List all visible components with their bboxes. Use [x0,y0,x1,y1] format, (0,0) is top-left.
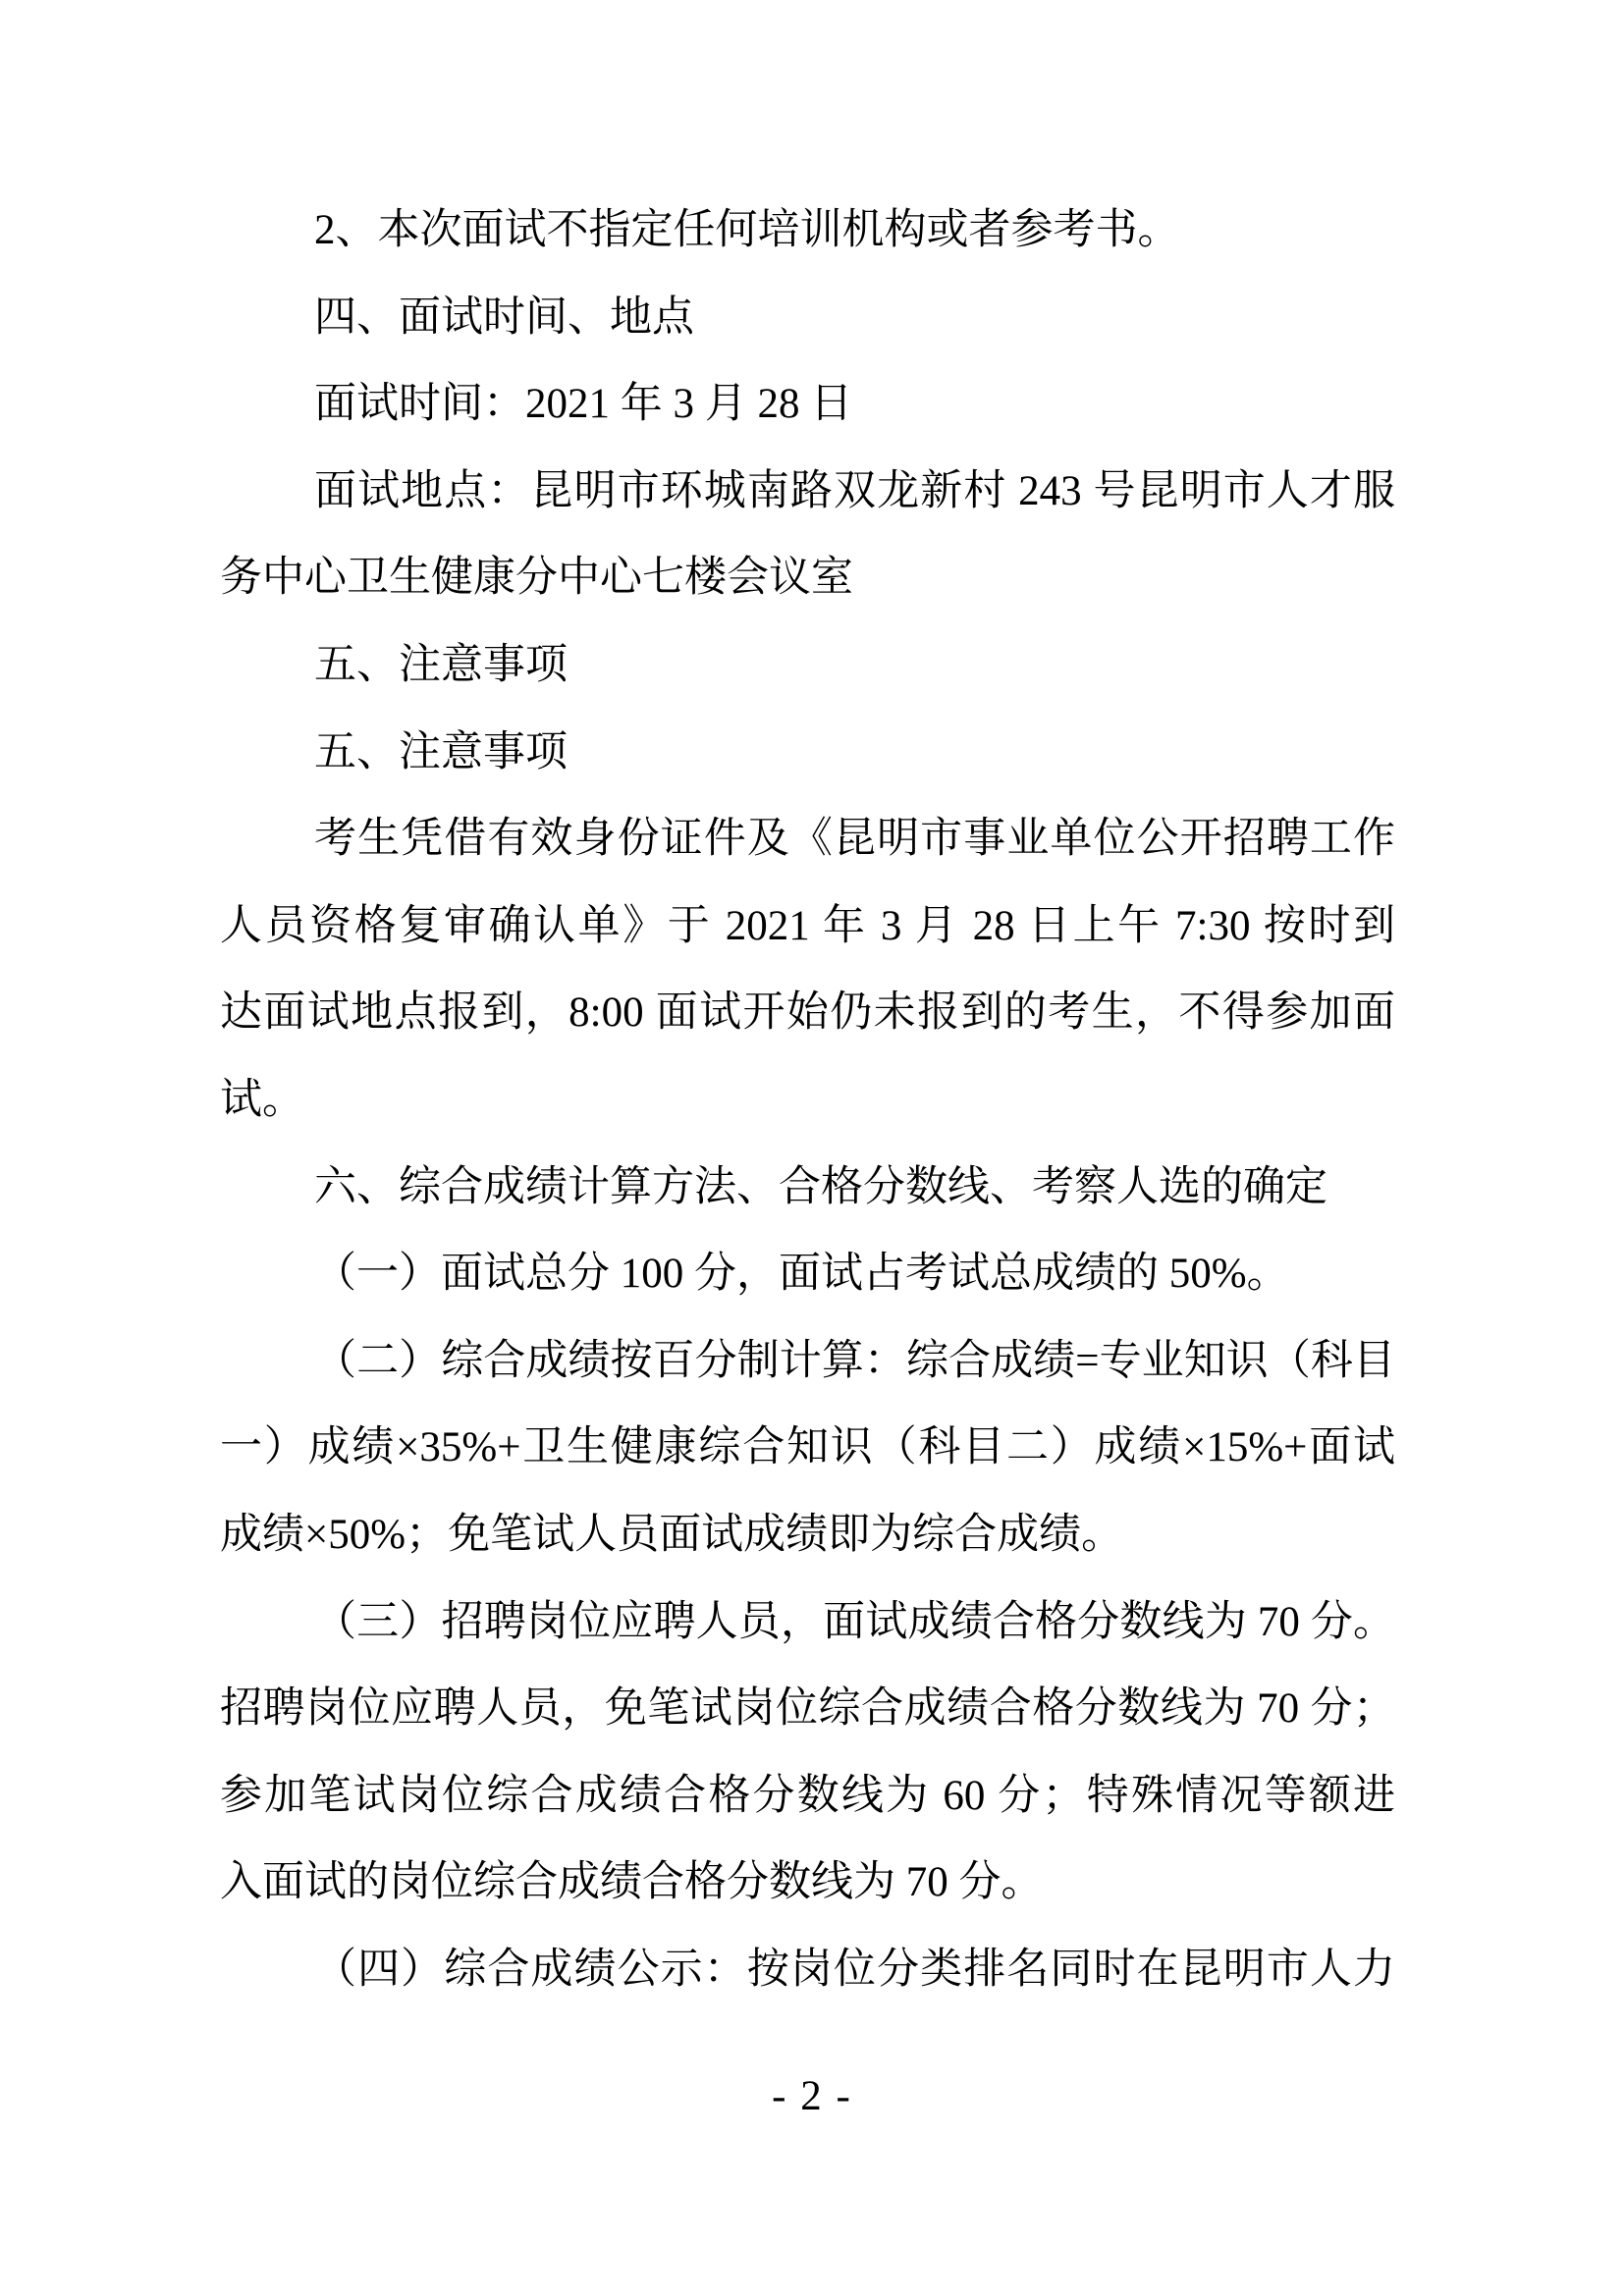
text-line: 务中心卫生健康分中心七楼会议室 [220,555,853,602]
text-line: （四）综合成绩公示：按岗位分类排名同时在昆明市人力 [314,1946,1395,1993]
document-body [220,187,1395,2013]
text-line: 面试时间：2021 年 3 月 28 日 [314,381,853,428]
text-line: 参加笔试岗位综合成绩合格分数线为 60 分；特殊情况等额进 [220,1772,1395,1819]
text-line: （三）招聘岗位应聘人员，面试成绩合格分数线为 70 分。 [314,1598,1395,1645]
text-line-section-heading: 五、注意事项 [314,728,568,775]
page-number: - 2 - [772,2073,852,2119]
text-line: 考生凭借有效身份证件及《昆明市事业单位公开招聘工作 [314,816,1395,863]
text-line-section-heading: 五、注意事项 [314,641,568,688]
text-line: 2、本次面试不指定任何培训机构或者参考书。 [314,207,1180,253]
text-line: 达面试地点报到，8:00 面试开始仍未报到的考生，不得参加面 [220,989,1395,1037]
text-line: 成绩×50%；免笔试人员面试成绩即为综合成绩。 [220,1511,1124,1558]
text-line: 试。 [220,1076,304,1123]
text-line-section-heading: 四、面试时间、地点 [314,294,694,341]
text-line: 面试地点：昆明市环城南路双龙新村 243 号昆明市人才服 [314,467,1395,514]
text-line: 招聘岗位应聘人员，免笔试岗位综合成绩合格分数线为 70 分； [220,1685,1395,1733]
text-line: （一）面试总分 100 分，面试占考试总成绩的 50%。 [314,1251,1289,1298]
text-line: 人员资格复审确认单》于 2021 年 3 月 28 日上午 7:30 按时到 [220,902,1395,949]
text-line: 一）成绩×35%+卫生健康综合知识（科目二）成绩×15%+面试 [220,1424,1395,1471]
text-line-section-heading: 六、综合成绩计算方法、合格分数线、考察人选的确定 [314,1163,1327,1210]
text-line: （二）综合成绩按百分制计算：综合成绩=专业知识（科目 [314,1337,1395,1384]
text-line: 入面试的岗位综合成绩合格分数线为 70 分。 [220,1859,1044,1906]
